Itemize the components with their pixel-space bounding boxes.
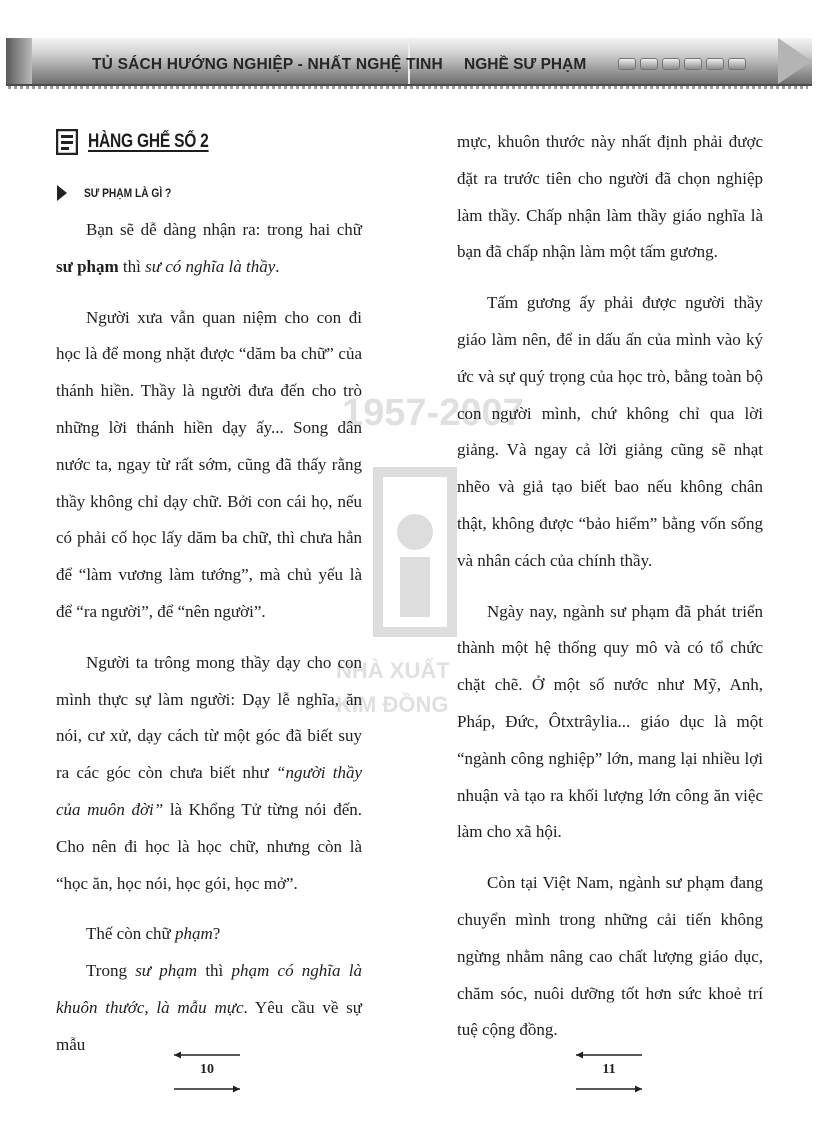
- paragraph: Trong sư phạm thì phạm có nghĩa là khuôn thước, là mẫu mực. Yêu cầu về sự mẫu: [56, 961, 362, 1054]
- paragraph: Còn tại Việt Nam, ngành sư phạm đang chuyển mình trong những cải tiến không ngừng nhằm nâng cao chất lượng giáo dục, chăm sóc, nuôi dưỡng tốt hơn sức khoẻ trí tuệ cộng đồng.: [457, 873, 763, 1040]
- page-number: 10: [200, 1062, 214, 1077]
- paragraph: Thế còn chữ phạm?: [86, 924, 221, 944]
- page-number: 11: [602, 1062, 616, 1077]
- subsection-title: SƯ PHẠM LÀ GÌ ?: [84, 186, 172, 200]
- page-number-right: [574, 1050, 644, 1094]
- left-page: [56, 124, 362, 1064]
- running-header: [6, 38, 812, 86]
- header-arrow-tip: [778, 38, 812, 84]
- book-title: NGHỀ SƯ PHẠM: [464, 56, 587, 73]
- watermark-years: 1957-2007: [342, 392, 524, 434]
- section-title: HÀNG GHẾ SỐ 2: [88, 131, 209, 152]
- header-decoration: [618, 58, 746, 70]
- triangle-bullet-icon: [56, 184, 68, 202]
- paragraph: Ngày nay, ngành sư phạm đã phát triển thành một hệ thống quy mô và có tổ chức chặt chẽ. Ở một số nước như Mỹ, Anh, Pháp, Đức, Ôtxtrâylia... giáo dục là một “ngành công nghiệp” lớn, mang lại nhiều lợi nhuận và tạo ra khối lượng lớn công ăn việc làm cho xã hội.: [457, 601, 763, 842]
- paragraph: Người ta trông mong thầy dạy cho con mình thực sự làm người: Dạy lễ nghĩa, ăn nói, cư xử, dạy cách từ một góc đã biết suy ra các góc còn chưa biết như “người thầy của muôn đời” là Khổng Tử từng nói đến. Cho nên đi học là học chữ, nhưng còn là “học ăn, học nói, học gói, học mở”.: [56, 652, 362, 893]
- subsection-heading: [56, 178, 362, 208]
- paragraph: mực, khuôn thước này nhất định phải được đặt ra trước tiên cho người đã chọn nghiệp làm thầy. Chấp nhận làm thầy giáo nghĩa là bạn đã chấp nhận làm một tấm gương.: [457, 132, 763, 262]
- document-list-icon: [56, 129, 78, 155]
- paragraph: Tấm gương ấy phải được người thầy giáo làm nên, để in dấu ấn của mình vào ký ức và sự quý trọng của học trò, bằng toàn bộ con người mình, chứ không chỉ qua lời giảng. Và ngay cả lời giảng cũng sẽ nhạt nhẽo và giả tạo biết bao nếu không chân thật, không được “bảo hiểm” bằng vốn sống và nhân cách của chính thầy.: [457, 293, 763, 570]
- paragraph: Bạn sẽ dễ dàng nhận ra: trong hai chữ sư phạm thì sư có nghĩa là thầy.: [56, 220, 362, 276]
- page-number-left: [172, 1050, 242, 1094]
- watermark-publisher: NHÀ XUẤT KIM ĐỒNG: [336, 658, 450, 717]
- paragraph: Người xưa vẫn quan niệm cho con đi học là để mong nhặt được “dăm ba chữ” của thánh hiền. Thầy là người đưa đến cho trò những lời thánh hiền dạy ấy... Song dân nước ta, ngay từ rất sớm, cũng đã thấy rằng thầy không chỉ dạy chữ. Bởi con cái họ, nếu có phải cố học lấy dăm ba chữ, thì chưa hẳn để “làm vương làm tướng”, mà chủ yếu là để “ra người”, để “nên người”.: [56, 307, 362, 621]
- header-end-cap: [6, 38, 32, 84]
- watermark-figure-icon: [370, 462, 460, 642]
- series-title: TỦ SÁCH HƯỚNG NGHIỆP - NHẤT NGHỆ TINH: [92, 56, 443, 73]
- header-stripe: [8, 86, 808, 89]
- section-heading: [56, 124, 362, 160]
- right-page: [457, 124, 763, 1063]
